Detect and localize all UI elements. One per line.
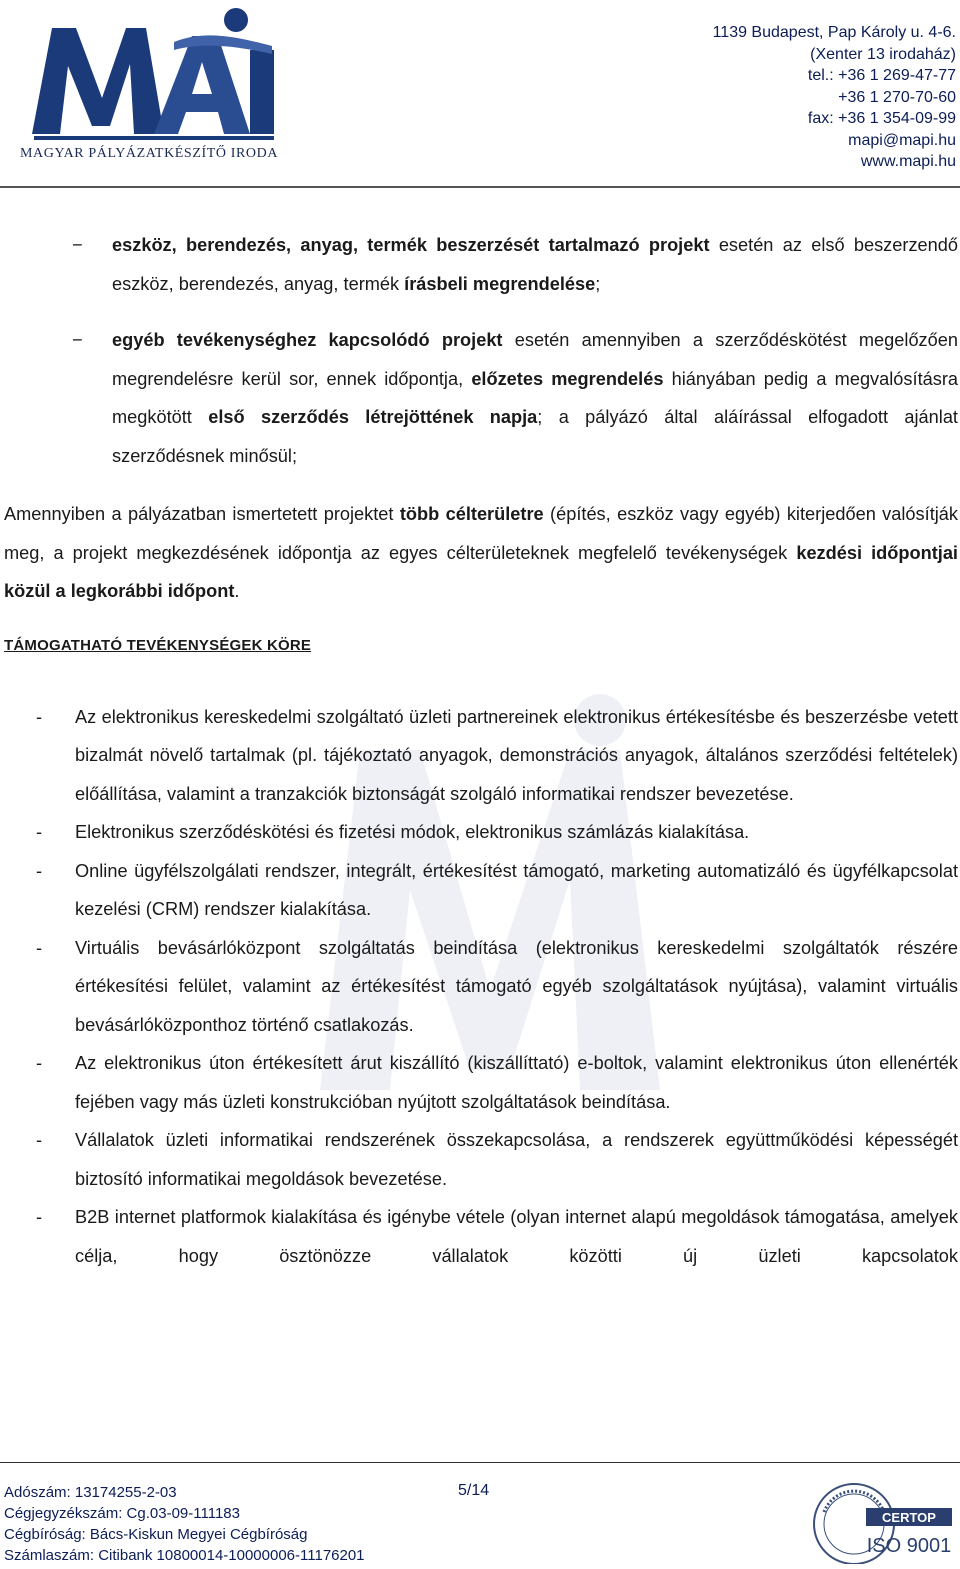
header-divider [0,186,960,188]
text-span: esetén amennyiben a szerződéskötést megelőzően megrendelésre kerül sor, ennek időpontja, [112,330,959,389]
bold-text: több célterületre [399,504,544,524]
bold-text: első szerződés létrejöttének napja [208,407,538,427]
document-body [0,226,960,1275]
mapi-logo-icon [14,6,284,142]
company-registration-info [4,1482,365,1566]
dash-marker: - [36,937,43,958]
company-registry-number: Cégjegyzékszám: Cg.03-09-111183 [4,1505,240,1522]
logo-caption: MAGYAR PÁLYÁZATKÉSZÍTŐ IRODA [19,146,279,161]
dash-marker: - [36,706,43,727]
list-item-text: Virtuális bevásárlóközpont szolgáltatás beindítása (elektronikus kereskedelmi szolgáltatók részére értékesítési felület, valamint az értékesítést támogató egyéb szolgáltatások nyújtása), valamint virtuális bevásárlóközponthoz történő csatlakozás. [75,937,958,1035]
list-item [0,852,960,929]
text-span: hiányában pedig a megvalósításra megkötött [112,368,958,427]
text-span: esetén az első beszerzendő eszköz, berendezés, anyag, termék [112,235,958,294]
list-item [0,1044,960,1121]
dash-marker: - [36,860,43,881]
certop-seal-icon [804,1472,954,1564]
dash-marker: − [72,330,83,350]
list-item-text: Elektronikus szerződéskötési és fizetési módok, elektronikus számlázás kialakítása. [75,822,750,842]
bold-text: eszköz, berendezés, anyag, termék beszerzését tartalmazó projekt [112,235,710,255]
dash-marker: - [36,822,43,842]
dash-marker: - [36,1207,43,1227]
list-item [0,698,960,814]
tax-number: Adószám: 13174255-2-03 [4,1484,177,1501]
company-logo [14,6,284,164]
dash-marker: - [36,1053,43,1073]
bold-text: írásbeli megrendelése [404,273,596,294]
text-span: ; [595,273,601,294]
bullet-item-other-activity [0,321,960,475]
list-item-text: B2B internet platformok kialakítása és igénybe vétele (olyan internet alapú megoldások támogatása, amelyek célja, hogy ösztönözze vállalatok közötti új üzleti kapcsolatok [75,1207,958,1266]
cert-name: CERTOP [882,1510,936,1525]
text-span: ; a pályázó által aláírással elfogadott ajánlat szerződésnek minősül; [112,407,958,466]
text-span: . [234,581,240,601]
list-item-text: Az elektronikus kereskedelmi szolgáltató üzleti partnereinek elektronikus értékesítésbe és beszerzésbe vetett bizalmát növelő tartalmak (pl. tájékoztató anyagok, demonstrációs anyagok, általános szerződési feltételek) előállítása, valamint a tranzakciók biztonságát szolgáló informatikai rendszer bevezetése. [75,706,958,804]
dash-marker: − [72,235,83,255]
section-heading: TÁMOGATHATÓ TEVÉKENYSÉGEK KÖRE [4,636,312,654]
court-of-registration: Cégbíróság: Bács-Kiskun Megyei Cégbíróság [4,1526,308,1543]
footer-divider [0,1462,960,1463]
text-span: Amennyiben a pályázatban ismertetett projektet [4,504,400,524]
phone-line-2: +36 1 270-70-60 [838,88,956,106]
paragraph-target-areas [0,495,960,611]
page-footer [0,1462,960,1568]
bold-text: előzetes megrendelés [471,368,664,389]
list-item-text: Vállalatok üzleti informatikai rendszerének összekapcsolása, a rendszerek együttműködési képességét biztosító informatikai megoldások bevezetése. [75,1130,958,1189]
list-item [0,929,960,1045]
list-item [0,1121,960,1198]
fax-line: fax: +36 1 354-09-99 [807,110,956,127]
cert-standard: ISO 9001 [866,1535,952,1557]
email-link[interactable]: mapi@mapi.hu [848,131,956,149]
website-link[interactable]: www.mapi.hu [860,153,956,170]
bold-text: kezdési időpontjai közül a legkorábbi időpont [4,542,958,601]
list-item-text: Online ügyfélszolgálati rendszer, integrált, értékesítést támogató, marketing automatizáló és ügyfélkapcsolat kezelési (CRM) rendszer kialakítása. [75,860,958,919]
list-item [0,1198,960,1275]
iso-certificate-badge [804,1472,954,1564]
page-number: 5/14 [458,1482,490,1499]
list-item-text: Az elektronikus úton értékesített árut kiszállító (kiszállíttató) e-boltok, valamint elektronikus úton ellenérték fejében vagy más üzleti konstrukcióban nyújtott szolgáltatások beindítása. [75,1053,958,1112]
address-line: 1139 Budapest, Pap Károly u. 4-6. [712,24,956,41]
contact-block [713,22,956,173]
page-header [0,0,960,190]
dash-marker: - [36,1130,43,1150]
bank-account: Számlaszám: Citibank 10800014-10000006-11176201 [4,1547,365,1564]
list-item [0,813,960,852]
phone-line-1: tel.: +36 1 269-47-77 [807,67,956,84]
bold-text: egyéb tevékenységhez kapcsolódó projekt [112,330,503,350]
building-line: (Xenter 13 irodaház) [810,45,956,63]
bullet-item-equipment [0,226,960,303]
text-span: (építés, eszköz vagy egyéb) kiterjedően valósítják meg, a projekt megkezdésének időpontja az egyes célterületeknek megfelelő tevékenységek [4,504,958,563]
